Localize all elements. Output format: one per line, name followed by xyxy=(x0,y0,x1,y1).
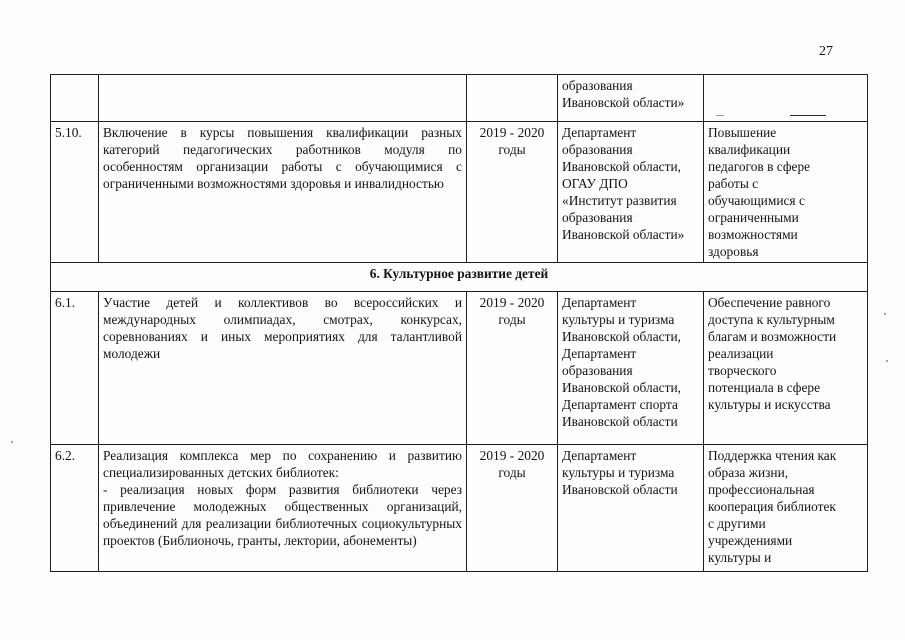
result-cell xyxy=(704,122,868,263)
result-line: Поддержка чтения как xyxy=(708,448,837,463)
period-line: годы xyxy=(498,142,526,157)
result-cell xyxy=(704,292,868,445)
period-line: годы xyxy=(498,465,526,480)
result-line: благам и возможности xyxy=(708,329,837,344)
row-number: 6.1. xyxy=(51,292,99,445)
result-line: творческого xyxy=(708,363,777,378)
result-line: культуры и xyxy=(708,550,772,565)
executor-line: культуры и туризма xyxy=(562,465,675,480)
result-line: квалификации xyxy=(708,142,791,157)
row-number: 5.10. xyxy=(51,122,99,263)
scan-speck xyxy=(11,441,13,443)
result-line: ограниченными xyxy=(708,210,799,225)
table-row xyxy=(51,122,868,263)
result-line: реализации xyxy=(708,346,774,361)
scan-underline-mark xyxy=(790,115,826,116)
executor-line: образования xyxy=(562,78,633,93)
activity-cell xyxy=(99,445,467,572)
period-cell xyxy=(467,122,558,263)
section-heading-row xyxy=(51,263,868,292)
result-line: возможностями xyxy=(708,227,798,242)
result-line: здоровья xyxy=(708,244,759,259)
result-line: учреждениями xyxy=(708,533,793,548)
row-number: 6.2. xyxy=(51,445,99,572)
executor-line: образования xyxy=(562,363,633,378)
page-number: 27 xyxy=(819,44,833,59)
executor-line: образования xyxy=(562,142,633,157)
executor-line: Ивановской области, xyxy=(562,329,681,344)
result-line: работы с xyxy=(708,176,759,191)
period-cell xyxy=(467,75,558,122)
period-cell xyxy=(467,292,558,445)
scan-speck xyxy=(886,360,888,362)
period-line: 2019 - 2020 xyxy=(479,125,545,140)
result-cell xyxy=(704,75,868,122)
period-line: 2019 - 2020 xyxy=(479,295,545,310)
executor-line: Ивановской области xyxy=(562,482,678,497)
table-row xyxy=(51,445,868,572)
section-title: 6. Культурное развитие детей xyxy=(51,263,868,292)
result-line: обучающимися с xyxy=(708,193,805,208)
executor-line: Ивановской области, xyxy=(562,159,681,174)
scan-speck xyxy=(884,313,886,315)
executor-line: Ивановской области, xyxy=(562,380,681,395)
table-row xyxy=(51,292,868,445)
executor-line: Ивановской области» xyxy=(562,227,685,242)
executor-line: Ивановской области xyxy=(562,414,678,429)
period-cell xyxy=(467,445,558,572)
result-line: Обеспечение равного xyxy=(708,295,831,310)
table-row-continuation xyxy=(51,75,868,122)
result-line: кооперация библиотек xyxy=(708,499,836,514)
activity-text: Включение в курсы повышения квалификации разных категорий педагогических работников модуля по особенностям организации работы с обучающимися с ограниченными возможностями здоровья и инвалидностью xyxy=(103,125,462,191)
result-line: Повышение xyxy=(708,125,777,140)
executor-line: Департамент xyxy=(562,448,637,463)
executor-cell xyxy=(558,75,704,122)
executor-line: образования xyxy=(562,210,633,225)
executor-line: Департамент xyxy=(562,346,637,361)
executor-line: культуры и туризма xyxy=(562,312,675,327)
activity-cell xyxy=(99,75,467,122)
executor-line: «Институт развития xyxy=(562,193,677,208)
executor-line: Департамент xyxy=(562,125,637,140)
activity-intro: Реализация комплекса мер по сохранению и развитию специализированных детских библиотек: xyxy=(103,448,462,480)
result-line: образа жизни, xyxy=(708,465,789,480)
executor-line: Департамент спорта xyxy=(562,397,678,412)
result-line: профессиональная xyxy=(708,482,815,497)
executor-line: Ивановской области» xyxy=(562,95,685,110)
period-line: годы xyxy=(498,312,526,327)
num-cell xyxy=(51,75,99,122)
activity-plan-table xyxy=(50,74,868,572)
executor-cell xyxy=(558,292,704,445)
executor-line: Департамент xyxy=(562,295,637,310)
executor-cell xyxy=(558,122,704,263)
activity-cell xyxy=(99,292,467,445)
period-line: 2019 - 2020 xyxy=(479,448,545,463)
result-cell xyxy=(704,445,868,572)
activity-cell xyxy=(99,122,467,263)
result-line: культуры и искусства xyxy=(708,397,831,412)
executor-line: ОГАУ ДПО xyxy=(562,176,628,191)
activity-text: Участие детей и коллективов во всероссийских и международных олимпиадах, смотрах, конкурсах, соревнованиях и иных мероприятиях для талантливой молодежи xyxy=(103,295,462,361)
scan-dash-mark xyxy=(716,115,724,116)
result-line: доступа к культурным xyxy=(708,312,835,327)
activity-item: - реализация новых форм развития библиотеки через привлечение молодежных общественных организаций, объединений для реализации библиотечных социокультурных проектов (Библионочь, гранты, лектории, абонементы) xyxy=(103,482,462,548)
result-line: потенциала в сфере xyxy=(708,380,821,395)
result-line: педагогов в сфере xyxy=(708,159,811,174)
result-line: с другими xyxy=(708,516,766,531)
executor-cell xyxy=(558,445,704,572)
